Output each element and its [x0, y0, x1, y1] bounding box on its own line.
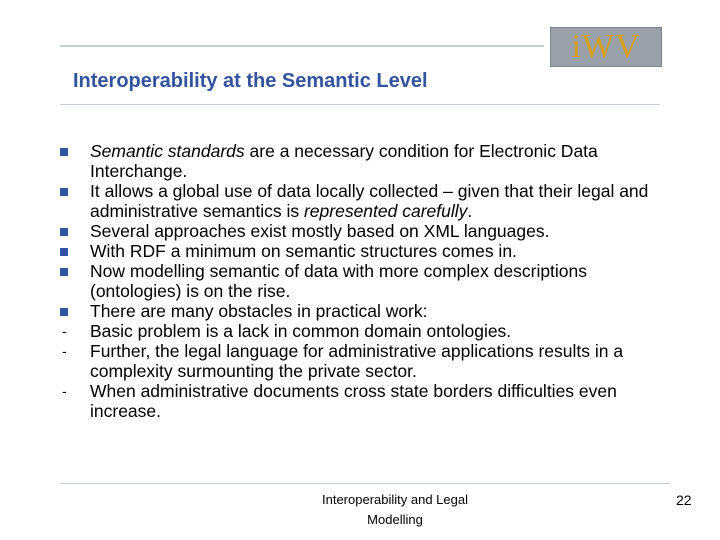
bullet-item: [60, 241, 670, 261]
slide-title: Interoperability at the Semantic Level: [73, 70, 428, 92]
square-bullet-icon: [60, 248, 68, 256]
bullet-item: [60, 141, 670, 181]
bullet-marker: [60, 341, 90, 381]
bullet-marker: [60, 181, 90, 221]
dash-bullet: -: [62, 343, 67, 359]
bullet-text: Several approaches exist mostly based on XML languages.: [90, 221, 550, 241]
bullet-marker: [60, 241, 90, 261]
bullet-marker: [60, 141, 90, 181]
square-bullet-icon: [60, 148, 68, 156]
square-bullet-icon: [60, 268, 68, 276]
bullet-marker: [60, 221, 90, 241]
square-bullet-icon: [60, 188, 68, 196]
bullet-marker: [60, 261, 90, 301]
bullet-text: Basic problem is a lack in common domain ontologies.: [90, 321, 512, 341]
page-number: 22: [676, 492, 692, 508]
bullet-text: Semantic standards are a necessary condition for Electronic Data Interchange.: [90, 141, 598, 181]
bullet-marker: [60, 301, 90, 321]
bullet-list: [60, 141, 670, 421]
bullet-text: Now modelling semantic of data with more complex descriptions (ontologies) is on the rise.: [90, 261, 588, 301]
bullet-text: When administrative documents cross state borders difficulties even increase.: [90, 381, 617, 421]
bullet-text: With RDF a minimum on semantic structures comes in.: [90, 241, 517, 261]
bullet-marker: [60, 381, 90, 421]
sub-bullet-item: [60, 321, 670, 341]
square-bullet-icon: [60, 228, 68, 236]
logo-text: iWV: [571, 28, 641, 65]
bullet-text: Further, the legal language for administrative applications results in a complexity surmounting the private sector.: [90, 341, 624, 381]
dash-bullet: -: [62, 383, 67, 399]
footer-rule: [60, 483, 670, 484]
square-bullet-icon: [60, 308, 68, 316]
bullet-text: It allows a global use of data locally collected – given that their legal and administrative semantics is represented carefully.: [90, 181, 649, 221]
sub-bullet-item: [60, 381, 670, 421]
bullet-item: [60, 181, 670, 221]
bullet-item: [60, 221, 670, 241]
bullet-text: There are many obstacles in practical work:: [90, 301, 428, 321]
top-rule: [60, 45, 544, 47]
sub-bullet-item: [60, 341, 670, 381]
dash-bullet: -: [62, 323, 67, 339]
bullet-marker: [60, 321, 90, 341]
title-rule: [60, 104, 660, 105]
iwv-logo: [550, 27, 662, 67]
footer-caption: Interoperability and Legal Modelling: [322, 492, 468, 527]
bullet-item: [60, 261, 670, 301]
bullet-item: [60, 301, 670, 321]
